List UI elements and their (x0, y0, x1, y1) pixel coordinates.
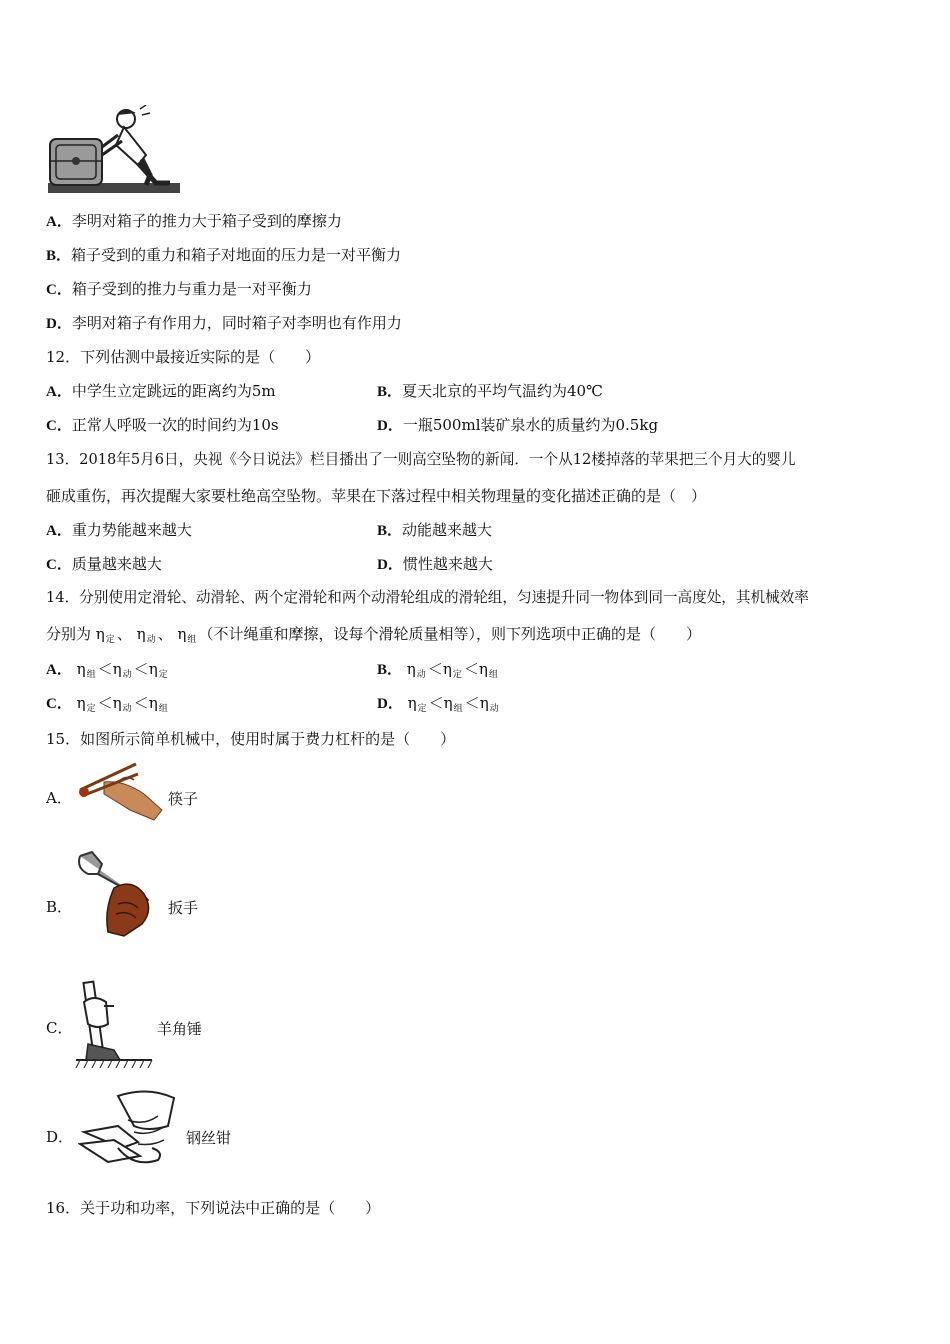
q14-stem-line1: 14．分别使用定滑轮、动滑轮、两个定滑轮和两个动滑轮组成的滑轮组，匀速提升同一物体到同一高度处，其机械效率 (46, 589, 809, 606)
wrench-image (74, 848, 162, 938)
chopsticks-image (74, 760, 164, 822)
q15-option-b-text: 扳手 (168, 899, 199, 917)
pushing-box-illustration (46, 105, 182, 195)
q14-option-b: B． $\eta_动 <\eta_定 <\eta_组$ (377, 660, 498, 680)
q12-option-a: A．中学生立定跳远的距离约为5m (46, 382, 276, 400)
q12-option-b: B．夏天北京的平均气温约为40℃ (377, 382, 603, 400)
claw-hammer-image (74, 980, 154, 1072)
q16-stem: 16．关于功和功率，下列说法中正确的是（ ） (46, 1199, 381, 1217)
q12-option-c: C．正常人呼吸一次的时间约为10s (46, 416, 279, 434)
q11-option-c: C．箱子受到的推力与重力是一对平衡力 (46, 280, 312, 298)
q12-stem: 12．下列估测中最接近实际的是（ ） (46, 348, 321, 366)
q15-option-c-text: 羊角锤 (157, 1020, 203, 1038)
q15-option-b-label: B． (46, 898, 73, 916)
q15-stem: 15．如图所示简单机械中，使用时属于费力杠杆的是（ ） (46, 730, 456, 748)
wire-pliers-image (78, 1086, 178, 1168)
q15-option-c-label: C． (46, 1019, 73, 1037)
q15-option-d-text: 钢丝钳 (186, 1129, 232, 1147)
q13-option-a: A．重力势能越来越大 (46, 521, 192, 539)
q12-option-d: D．一瓶500ml装矿泉水的质量约为0.5kg (377, 416, 659, 434)
q14-option-c: C． $\eta_定 <\eta_动 <\eta_组$ (46, 694, 168, 714)
q14-stem-line2: 分别为 $\eta_定$ 、 $\eta_动$ 、 $\eta_组$ （不计绳重和摩擦，设每个滑轮质量相等），则下列选项中正确的是（ ） (46, 625, 701, 645)
q13-option-b: B．动能越来越大 (377, 521, 493, 539)
q15-option-a-label: A． (46, 789, 72, 807)
q13-option-c: C．质量越来越大 (46, 555, 162, 573)
q15-option-a-text: 筷子 (168, 790, 199, 808)
q13-stem-line1: 13．2018年5月6日，央视《今日说法》栏目播出了一则高空坠物的新闻．一个从12楼掉落的苹果把三个月大的婴儿 (46, 451, 796, 468)
q13-stem-line2: 砸成重伤，再次提醒大家要杜绝高空坠物。苹果在下落过程中相关物理量的变化描述正确的是（ ） (46, 487, 707, 505)
q13-option-d: D．惯性越来越大 (377, 555, 493, 573)
q14-option-a: A． $\eta_组 <\eta_动 <\eta_定$ (46, 660, 168, 680)
q11-option-a: A．李明对箱子的推力大于箱子受到的摩擦力 (46, 212, 342, 230)
q11-option-b: B．箱子受到的重力和箱子对地面的压力是一对平衡力 (46, 246, 402, 264)
q14-option-d: D． $\eta_定 <\eta_组 <\eta_动$ (377, 694, 499, 714)
q11-option-d: D．李明对箱子有作用力，同时箱子对李明也有作用力 (46, 314, 402, 332)
q15-option-d-label: D． (46, 1128, 74, 1146)
